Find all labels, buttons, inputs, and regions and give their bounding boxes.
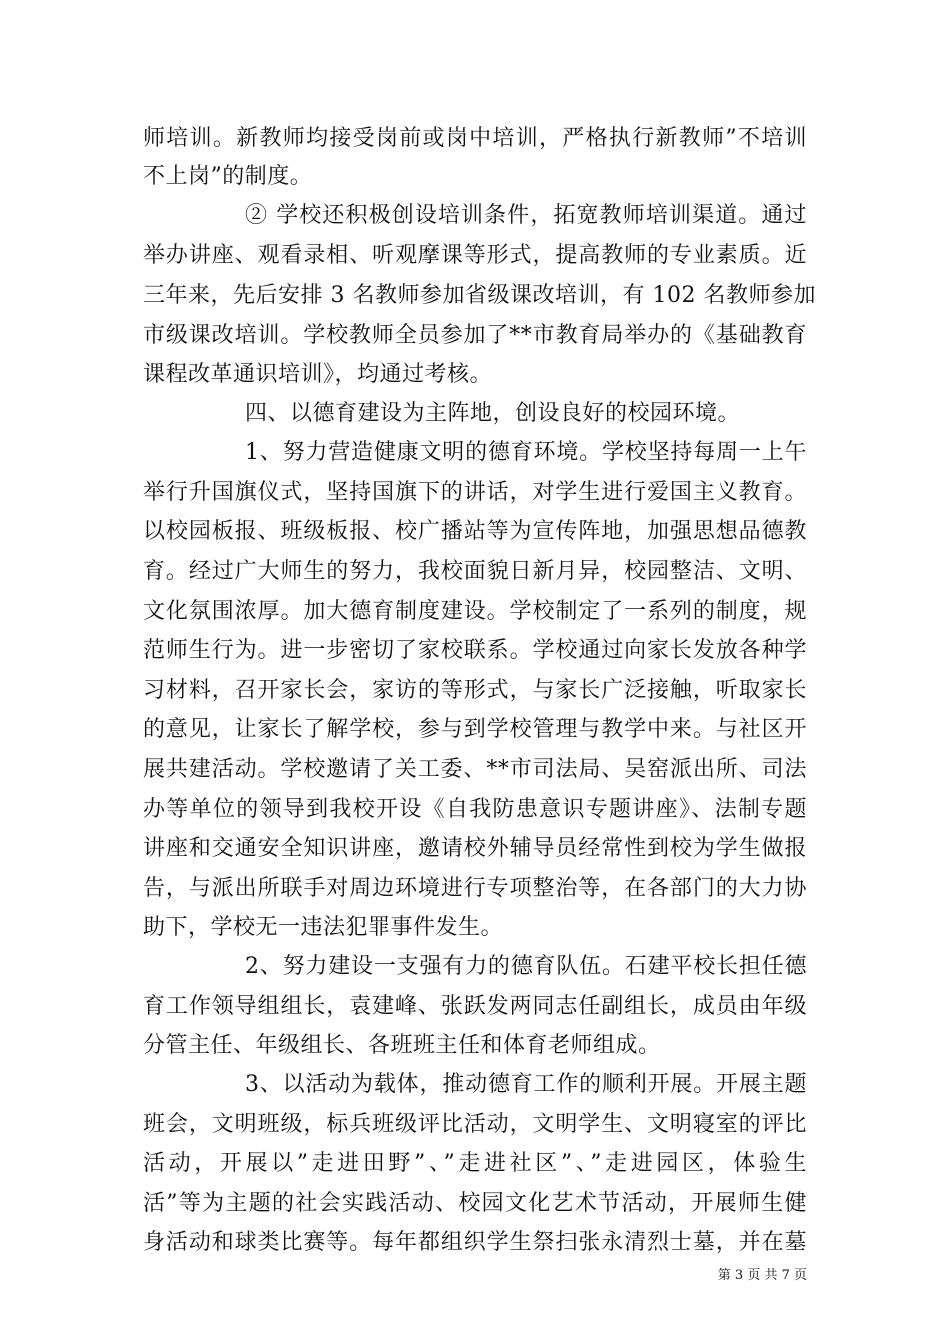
text-line: 举办讲座、观看录相、听观摩课等形式，提高教师的专业素质。近 (143, 243, 807, 268)
text-line: 1、努力营造健康文明的德育环境。学校坚持每周一上午 (245, 440, 807, 465)
text-line: 育工作领导组组长，袁建峰、张跃发两同志任副组长，成员由年级 (143, 994, 807, 1019)
text-line: 以校园板报、班级板报、校广播站等为宣传阵地，加强思想品德教 (143, 519, 807, 544)
section-heading: 四、以德育建设为主阵地，创设良好的校园环境。 (245, 401, 741, 426)
text-line: 班会，文明班级，标兵班级评比活动，文明学生、文明寝室的评比 (143, 1112, 807, 1137)
text-line: 举行升国旗仪式，坚持国旗下的讲话，对学生进行爱国主义教育。 (143, 480, 807, 505)
page-number: 第 3 页 共 7 页 (717, 1268, 807, 1283)
text-line: 师培训。新教师均接受岗前或岗中培训，严格执行新教师”不培训 (143, 126, 807, 151)
text-line: 2、努力建设一支强有力的德育队伍。石建平校长担任德 (245, 954, 807, 979)
text-line: 活动，开展以”走进田野”、”走进社区”、”走进园区，体验生 (143, 1151, 807, 1176)
text-line: 不上岗”的制度。 (143, 164, 313, 189)
text-line: 课程改革通识培训》，均通过考核。 (143, 362, 493, 387)
text-line: 文化氛围浓厚。加大德育制度建设。学校制定了一系列的制度，规 (143, 599, 807, 624)
text-line: 分管主任、年级组长、各班班主任和体育老师组成。 (143, 1033, 661, 1058)
text-line: ② 学校还积极创设培训条件，拓宽教师培训渠道。通过 (245, 203, 807, 228)
text-line: 告，与派出所联手对周边环境进行专项整治等，在各部门的大力协 (143, 876, 807, 901)
text-line: 育。经过广大师生的努力，我校面貌日新月异，校园整洁、文明、 (143, 559, 807, 584)
text-line: 习材料，召开家长会，家访的等形式，与家长广泛接触，听取家长 (143, 678, 807, 703)
text-line: 助下，学校无一违法犯罪事件发生。 (143, 915, 504, 940)
text-line: 展共建活动。学校邀请了关工委、**市司法局、吴窑派出所、司法 (143, 757, 807, 782)
text-line: 活”等为主题的社会实践活动、校园文化艺术节活动，开展师生健 (143, 1191, 807, 1216)
text-line: 办等单位的领导到我校开设《自我防患意识专题讲座》、法制专题 (143, 797, 807, 822)
text-line: 三年来，先后安排 3 名教师参加省级课改培训，有 102 名教师参加 (143, 283, 816, 308)
text-line: 3、以活动为载体，推动德育工作的顺利开展。开展主题 (245, 1072, 807, 1097)
text-line: 身活动和球类比赛等。每年都组织学生祭扫张永清烈士墓，并在墓 (143, 1230, 807, 1255)
text-line: 讲座和交通安全知识讲座，邀请校外辅导员经常性到校为学生做报 (143, 836, 807, 861)
text-line: 的意见，让家长了解学校，参与到学校管理与教学中来。与社区开 (143, 717, 807, 742)
text-line: 范师生行为。进一步密切了家校联系。学校通过向家长发放各种学 (143, 638, 807, 663)
text-line: 市级课改培训。学校教师全员参加了**市教育局举办的《基础教育 (143, 323, 807, 348)
